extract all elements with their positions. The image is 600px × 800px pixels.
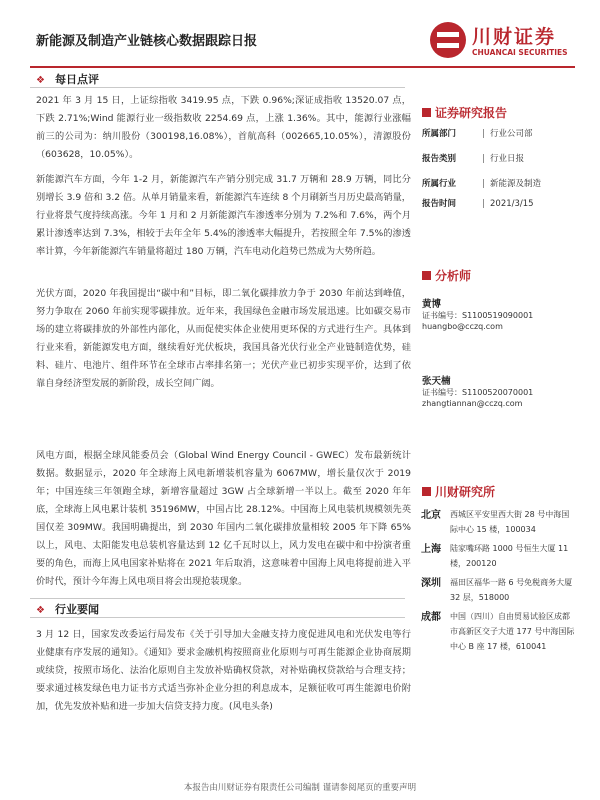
ev-paragraph: 新能源汽车方面，今年 1-2 月，新能源汽车产销分别完成 31.7 万辆和 28.9 万辆，同比分别增长 3.9 倍和 3.2 倍。从单月销量来看，新能源汽车连续 8 个月刷新当月历史最高销量，行业将景气度持续高涨。今年 1 月和 2 月新能源汽车渗透率分别为 7.2%和 7.6%，两个月累计渗透率达到 7.3%，相较于去年全年 5.4%的渗透率大幅提升，若按照全年 7.5%的渗透率计算，今年新能源汽车销量将超过 180 万辆，汽车电动化趋势已然成为大势所趋。 [36, 174, 411, 257]
header-divider [30, 66, 575, 68]
office-city: 北京 [421, 510, 441, 521]
analyst-email: huangbo@cczq.com [422, 322, 503, 331]
office-address: 陆家嘴环路 1000 号恒生大厦 11 楼，200120 [450, 544, 569, 568]
section-divider [30, 598, 405, 599]
logo-name-en: CHUANCAI SECURITIES [472, 48, 568, 57]
daily-review-heading: ❖ 每日点评 [36, 73, 99, 86]
office-address: 福田区福华一路 6 号免税商务大厦 32 层，518000 [450, 578, 573, 602]
square-bullet-icon [422, 108, 431, 117]
analyst-name: 黄博 [422, 299, 442, 310]
industry-news-paragraph: 3 月 12 日，国家发改委运行局发布《关于引导加大金融支持力度促进风电和光伏发电等行业健康有序发展的通知》。《通知》要求金融机构按照商业化原则与可再生能源企业协商展期或续贷，按照市场化、法治化原则自主发放补贴确权贷款，对补贴确权贷款给与合理支持；要求通过核发绿色电力证书方式适当弥补企业分担的利息成本，足额征收可再生能源电价附加，优先发放补贴和进一步加大信贷支持力度。(风电头条) [36, 629, 411, 712]
section-divider [30, 87, 405, 88]
office-address: 中国（四川）自由贸易试验区成都市高新区交子大道 177 号中海国际中心 B 座 17 楼，610041 [450, 612, 575, 651]
industry-news-heading: ❖ 行业要闻 [36, 603, 99, 616]
section-divider [30, 617, 405, 618]
footer-disclaimer: 本报告由川财证券有限责任公司编制 谨请参阅尾页的重要声明 [183, 783, 417, 793]
analyst-cert: 证书编号：S1100519090001 [422, 311, 534, 320]
solar-paragraph: 光伏方面，2020 年我国提出“碳中和”目标，即二氧化碳排放力争于 2030 年前达到峰值，努力争取在 2060 年前实现零碳排放。近年来，我国绿色金融市场发展迅速。比如碳交易市场的建立将碳排放的外部性内部化，从而促使实体企业使用更环保的方式进行生产。具体到行业来看，新能源发电方面，继续看好光伏板块，我国具备光伏行业全产业链制造优势，硅料、硅片、电池片、组件环节在全球市占率排名第一；光伏产业已初步实现平价，达到了依靠自身经济型发展的新阶段，成长空间广阔。 [36, 288, 411, 389]
wind-paragraph: 风电方面，根据全球风能委员会（Global Wind Energy Council - GWEC）发布最新统计数据。数据显示，2020 年全球海上风电新增装机容量为 6067MW，增长量仅次于 2019 年；中国连续三年领跑全球，新增容量超过 3GW 占全球新增一半以上。截至 2020 年年底，全球海上风电累计装机 35196MW，中国占比 28.12%。中国海上风电装机规模领先英国仅差 309MW。我国明确提出，到 2030 年国内二氧化碳排放量相较 2005 年下降 65%以上，风电、太阳能发电总装机容量达到 12 亿千瓦时以上，风力发电在碳中和中扮演者重要的角色，而海上风电国家补贴将在 2021 年后取消，这意味着中国海上风电将提前进入平价时代，预计今年海上风电项目将会出现抢装现象。 [36, 450, 411, 587]
report-info-row: 报告时间 | 2021/3/15 [422, 199, 534, 209]
report-title: 新能源及制造产业链核心数据跟踪日报 [36, 34, 258, 49]
logo-name-cn: 川财证券 [472, 26, 557, 48]
diamond-bullet-icon: ❖ [36, 75, 45, 86]
office-address: 西城区平安里西大街 28 号中海国际中心 15 楼，100034 [450, 510, 570, 534]
report-info-row: 所属行业 | 新能源及制造 [422, 179, 542, 189]
square-bullet-icon [422, 487, 431, 496]
square-bullet-icon [422, 271, 431, 280]
report-info-heading: 证券研究报告 [422, 104, 507, 121]
analyst-heading: 分析师 [422, 267, 471, 284]
analyst-cert: 证书编号：S1100520070001 [422, 388, 534, 397]
office-city: 成都 [421, 612, 441, 623]
diamond-bullet-icon: ❖ [36, 605, 45, 616]
office-city: 深圳 [421, 578, 441, 589]
report-info-row: 报告类别 | 行业日报 [422, 154, 525, 164]
logo-mark-icon [430, 22, 466, 58]
report-info-row: 所属部门 | 行业公司部 [422, 129, 533, 139]
office-city: 上海 [421, 544, 441, 555]
company-logo [430, 20, 570, 64]
analyst-name: 张天楠 [422, 376, 451, 387]
market-summary-paragraph: 2021 年 3 月 15 日，上证综指收 3419.95 点，下跌 0.96%;深证成指收 13520.07 点，下跌 2.71%;Wind 能源行业一级指数收 2254.69 点，上涨 1.36%。其中，能源行业涨幅前三的公司为：纳川股份（300198,16.08%），首航高科（002665,10.05%），清源股份（603628，10.05%）。 [36, 95, 411, 160]
institute-heading: 川财研究所 [422, 483, 495, 500]
analyst-email: zhangtiannan@cczq.com [422, 399, 523, 408]
